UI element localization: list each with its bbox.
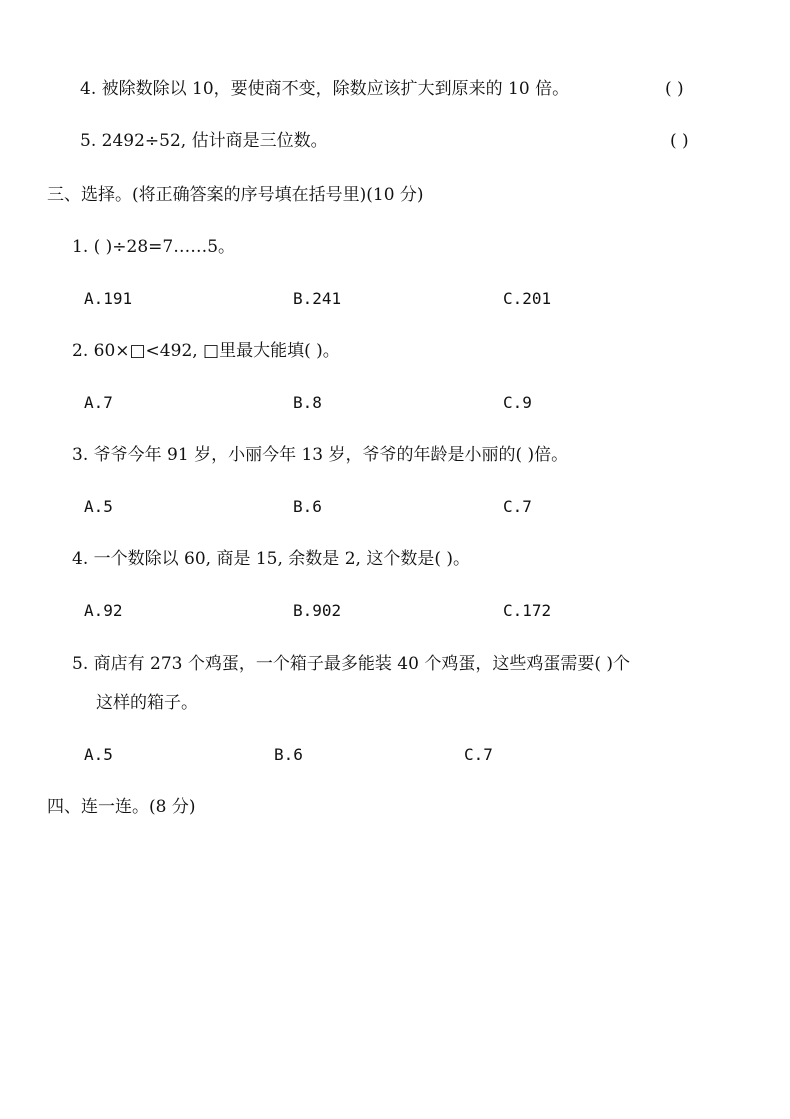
choice-q5-option-c[interactable]: C.7 <box>464 745 493 764</box>
judge-item-4: 4. 被除数除以 10，要使商不变，除数应该扩大到原来的 10 倍。 <box>80 79 570 99</box>
choice-question-5: 5. 商店有 273 个鸡蛋，一个箱子最多能装 40 个鸡蛋，这些鸡蛋需要( )个 <box>72 654 630 674</box>
choice-question-3: 3. 爷爷今年 91 岁，小丽今年 13 岁，爷爷的年龄是小丽的( )倍。 <box>72 445 569 465</box>
choice-q2-option-c[interactable]: C.9 <box>503 393 532 412</box>
choice-question-1: 1. ( )÷28=7……5。 <box>72 237 236 257</box>
choice-q2-option-b[interactable]: B.8 <box>293 393 322 412</box>
choice-q1-option-b[interactable]: B.241 <box>293 289 342 308</box>
choice-q3-option-b[interactable]: B.6 <box>293 497 322 516</box>
choice-q1-option-a[interactable]: A.191 <box>84 289 133 308</box>
choice-q3-option-c[interactable]: C.7 <box>503 497 532 516</box>
choice-q5-option-b[interactable]: B.6 <box>274 745 303 764</box>
judge-item-4-answer-paren[interactable]: ( ) <box>665 79 684 99</box>
choice-question-4: 4. 一个数除以 60, 商是 15, 余数是 2, 这个数是( )。 <box>72 549 471 569</box>
choice-q3-option-a[interactable]: A.5 <box>84 497 113 516</box>
judge-item-5-answer-paren[interactable]: ( ) <box>670 131 689 151</box>
choice-q4-option-c[interactable]: C.172 <box>503 601 552 620</box>
judge-item-5: 5. 2492÷52, 估计商是三位数。 <box>80 131 328 151</box>
section-connect-heading: 四、连一连。(8 分) <box>47 797 196 817</box>
choice-q4-option-b[interactable]: B.902 <box>293 601 342 620</box>
choice-question-5-continuation: 这样的箱子。 <box>96 693 198 713</box>
choice-q4-option-a[interactable]: A.92 <box>84 601 123 620</box>
choice-q1-option-c[interactable]: C.201 <box>503 289 552 308</box>
choice-q5-option-a[interactable]: A.5 <box>84 745 113 764</box>
choice-question-2: 2. 60×□<492, □里最大能填( )。 <box>72 341 340 361</box>
section-choice-heading: 三、选择。(将正确答案的序号填在括号里)(10 分) <box>47 185 424 205</box>
choice-q2-option-a[interactable]: A.7 <box>84 393 113 412</box>
